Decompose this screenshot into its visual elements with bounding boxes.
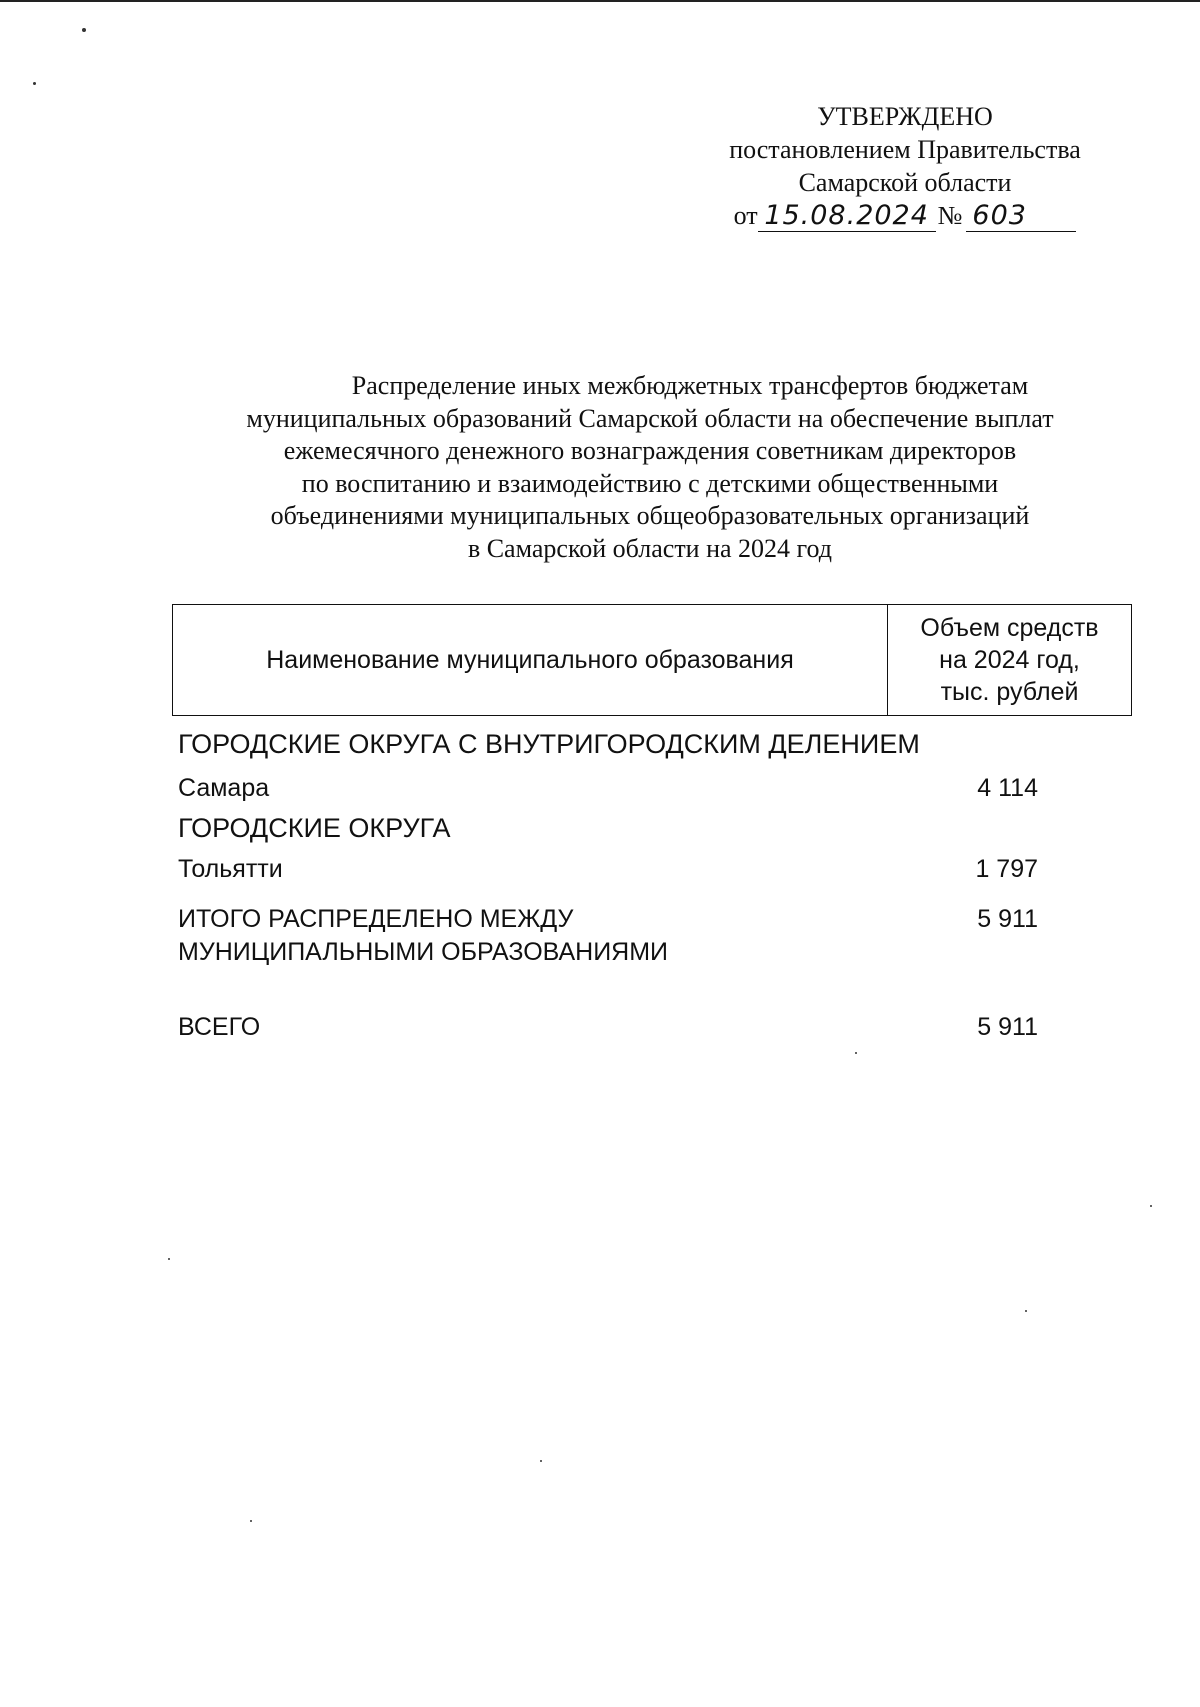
from-label: от <box>733 201 758 230</box>
document-title <box>180 370 1120 565</box>
column-header-value-line: тыс. рублей <box>940 678 1079 706</box>
table-row-subtotal <box>178 903 1058 969</box>
row-label: Самара <box>178 774 270 802</box>
column-header-value-line: Объем средств <box>920 614 1099 642</box>
table-row-section <box>178 812 1058 853</box>
column-header-value-line: на 2024 год, <box>939 646 1080 674</box>
approval-line-2: постановлением Правительства <box>729 135 1081 164</box>
scan-speck <box>168 1258 170 1260</box>
title-line: муниципальных образований Самарской области на обеспечение выплат <box>246 403 1054 433</box>
row-label-line: МУНИЦИПАЛЬНЫМИ ОБРАЗОВАНИЯМИ <box>178 938 669 966</box>
table-row <box>178 772 1058 812</box>
column-header-value <box>888 605 1131 715</box>
title-line: в Самарской области на 2024 год <box>467 533 833 563</box>
handwritten-date: 15.08.2024 <box>758 201 936 232</box>
scan-speck <box>250 1520 252 1522</box>
table-row <box>178 853 1058 895</box>
row-value: 1 797 <box>975 855 1038 883</box>
row-value: 5 911 <box>977 905 1038 933</box>
scan-speck <box>1150 1205 1152 1207</box>
table-body <box>178 728 1058 1051</box>
handwritten-number: 603 <box>966 201 1076 232</box>
table-header <box>172 604 1132 716</box>
approval-date-line <box>700 199 1110 232</box>
title-line: Распределение иных межбюджетных трансфертов бюджетам <box>351 371 1029 400</box>
scan-speck <box>540 1460 542 1462</box>
row-value: 4 114 <box>977 774 1038 802</box>
title-line: объединениями муниципальных общеобразовательных организаций <box>270 501 1030 530</box>
row-label: ГОРОДСКИЕ ОКРУГА С ВНУТРИГОРОДСКИМ ДЕЛЕНИЕМ <box>178 729 920 759</box>
scan-speck <box>855 1052 857 1054</box>
table-row-section <box>178 728 1058 772</box>
scan-speck <box>82 28 86 32</box>
scan-speck <box>1025 1310 1027 1312</box>
row-label: Тольятти <box>178 855 283 883</box>
row-label-line: ИТОГО РАСПРЕДЕЛЕНО МЕЖДУ <box>178 905 574 933</box>
number-sign: № <box>937 201 963 230</box>
approval-line-3: Самарской области <box>798 168 1012 197</box>
scan-speck <box>33 82 36 85</box>
column-header-name: Наименование муниципального образования <box>173 605 888 715</box>
approval-stamp: УТВЕРЖДЕНО <box>817 102 993 131</box>
approval-block <box>700 100 1110 232</box>
row-label: ГОРОДСКИЕ ОКРУГА <box>178 813 451 843</box>
table-row-total <box>178 1011 1058 1051</box>
row-value: 5 911 <box>977 1013 1038 1041</box>
title-line: ежемесячного денежного вознаграждения советникам директоров <box>283 436 1017 465</box>
title-line: по воспитанию и взаимодействию с детскими общественными <box>301 468 999 498</box>
row-label: ВСЕГО <box>178 1013 261 1041</box>
top-border-line <box>0 0 1200 2</box>
